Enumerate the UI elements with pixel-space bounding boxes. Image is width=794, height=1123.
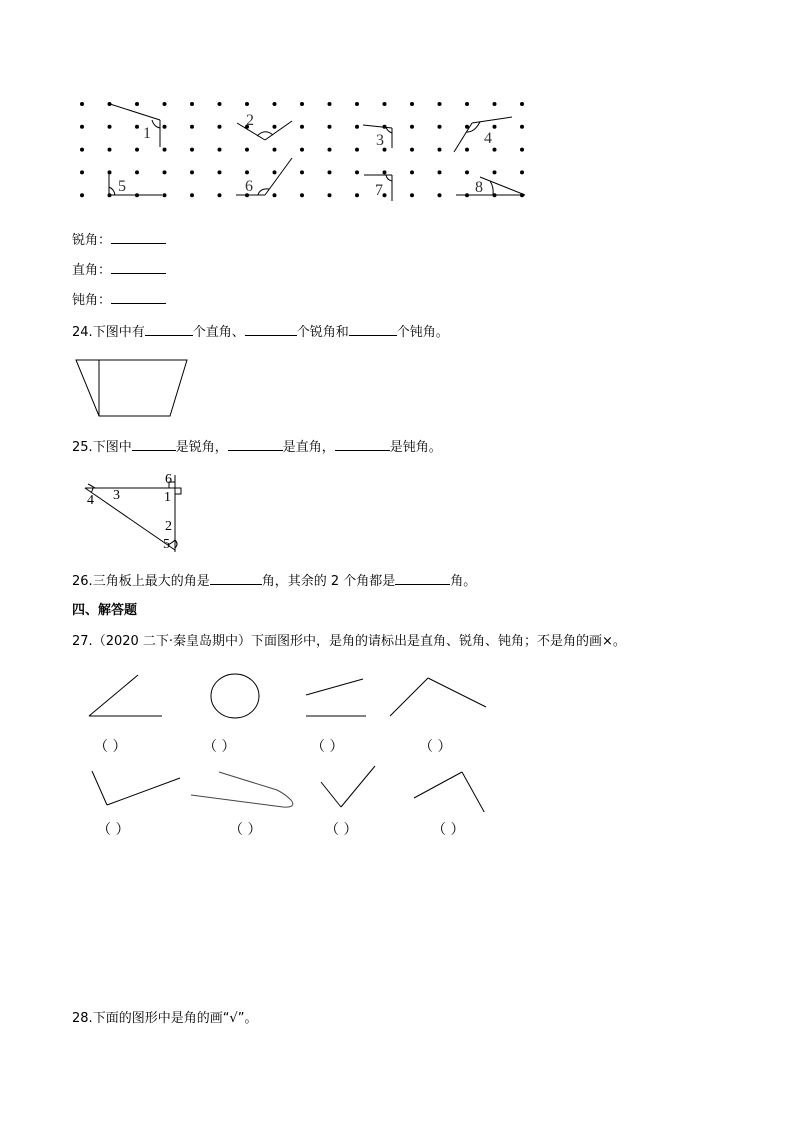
grid-dot <box>355 102 359 106</box>
grid-dot <box>218 125 222 129</box>
grid-dot <box>273 193 277 197</box>
angle-5 <box>109 173 162 195</box>
answer-blank[interactable] <box>145 323 193 336</box>
grid-dot <box>108 148 112 152</box>
grid-dot <box>245 148 249 152</box>
answer-blank[interactable] <box>111 261 166 274</box>
grid-dot <box>438 125 442 129</box>
angle-label-7: 7 <box>375 182 383 199</box>
row-label: 锐角： <box>72 233 112 248</box>
grid-dot <box>410 148 414 152</box>
grid-dot <box>383 102 387 106</box>
grid-dot <box>273 148 277 152</box>
grid-dot <box>190 125 194 129</box>
grid-dot <box>328 170 332 174</box>
question-26 <box>72 572 476 590</box>
question-text: 角，其余的 2 个角都是 <box>261 574 396 589</box>
grid-dot <box>465 102 469 106</box>
grid-dot <box>300 148 304 152</box>
grid-dot <box>245 170 249 174</box>
grid-dot <box>493 125 497 129</box>
grid-dot <box>80 193 84 197</box>
grid-dot <box>438 193 442 197</box>
grid-dot <box>300 125 304 129</box>
grid-dot <box>493 148 497 152</box>
grid-dot <box>273 170 277 174</box>
grid-dot <box>190 102 194 106</box>
grid-dot <box>383 193 387 197</box>
question-text: 个钝角。 <box>396 325 449 340</box>
answer-parenthesis[interactable]: （ ） <box>97 822 130 838</box>
figure-label: 3 <box>113 488 120 503</box>
angle-label-6: 6 <box>245 178 253 195</box>
answer-blank[interactable] <box>228 438 283 451</box>
grid-dot <box>520 125 524 129</box>
grid-dot <box>438 148 442 152</box>
answer-row-right <box>72 261 166 279</box>
grid-dot <box>355 193 359 197</box>
question-28 <box>72 1011 257 1027</box>
answer-blank[interactable] <box>245 323 297 336</box>
answer-blank[interactable] <box>132 438 176 451</box>
grid-dot <box>328 102 332 106</box>
question-number: 26. <box>72 574 93 589</box>
grid-dot <box>190 170 194 174</box>
grid-dot <box>218 193 222 197</box>
grid-dot <box>163 125 167 129</box>
answer-row-acute <box>72 231 166 249</box>
grid-dot <box>328 193 332 197</box>
answer-blank[interactable] <box>349 323 397 336</box>
grid-dot <box>383 170 387 174</box>
grid-dot <box>80 170 84 174</box>
grid-dot <box>163 170 167 174</box>
answer-blank[interactable] <box>395 572 450 585</box>
question-text: 下面的图形中是角的画“√”。 <box>92 1011 258 1026</box>
answer-blank[interactable] <box>111 231 166 244</box>
grid-dot <box>328 148 332 152</box>
grid-dot <box>410 170 414 174</box>
angle-label-8: 8 <box>475 179 483 196</box>
grid-dot <box>80 148 84 152</box>
figures-row-2 <box>85 762 495 812</box>
grid-dot <box>410 193 414 197</box>
trapezoid-figure <box>70 352 200 422</box>
question-text: 是锐角， <box>175 440 228 455</box>
grid-dots <box>80 102 524 197</box>
grid-dot <box>355 148 359 152</box>
question-text: 个直角、 <box>192 325 245 340</box>
grid-dot <box>163 193 167 197</box>
angle-label-5: 5 <box>118 178 126 195</box>
question-text: 下图中 <box>92 440 132 455</box>
figure-label: 2 <box>165 519 172 534</box>
figures-row-1 <box>80 665 500 725</box>
question-text: 是直角， <box>282 440 335 455</box>
angle-label-1: 1 <box>143 125 151 142</box>
answer-parenthesis[interactable]: （ ） <box>203 739 236 755</box>
grid-dot <box>163 148 167 152</box>
answer-parenthesis[interactable]: （ ） <box>229 822 262 838</box>
grid-dot <box>465 148 469 152</box>
question-number: 27. <box>72 634 93 649</box>
grid-dot <box>273 102 277 106</box>
grid-dot <box>355 125 359 129</box>
grid-dot <box>135 125 139 129</box>
question-text: 是钝角。 <box>389 440 442 455</box>
grid-dot <box>190 193 194 197</box>
grid-dot <box>520 170 524 174</box>
grid-dot <box>135 170 139 174</box>
grid-dot <box>80 102 84 106</box>
question-text: 三角板上最大的角是 <box>92 574 210 589</box>
angle-label-4: 4 <box>484 130 492 147</box>
question-number: 28. <box>72 1011 93 1026</box>
question-number: 24. <box>72 325 93 340</box>
grid-dot <box>493 170 497 174</box>
angle-8 <box>456 177 525 195</box>
answer-parenthesis[interactable]: （ ） <box>419 739 452 755</box>
question-text: 角。 <box>450 574 477 589</box>
answer-blank[interactable] <box>335 438 390 451</box>
triangle-angles-figure <box>80 470 190 555</box>
section-heading: 四、解答题 <box>72 603 138 618</box>
grid-dot <box>300 193 304 197</box>
answer-parenthesis[interactable]: （ ） <box>94 739 127 755</box>
angle-label-3: 3 <box>376 132 384 149</box>
grid-dot <box>410 102 414 106</box>
figure-label: 6 <box>165 472 172 487</box>
grid-dot <box>438 170 442 174</box>
answer-blank[interactable] <box>210 572 262 585</box>
question-text: （2020 二下·秦皇岛期中）下面图形中，是角的请标出是直角、锐角、钝角；不是角的画×。 <box>92 634 626 649</box>
question-27 <box>72 634 626 650</box>
grid-dot <box>300 102 304 106</box>
answer-blank[interactable] <box>111 291 166 304</box>
grid-dot <box>438 102 442 106</box>
angle-4 <box>454 117 512 152</box>
grid-dot <box>300 170 304 174</box>
grid-dot <box>135 148 139 152</box>
angle-label-2: 2 <box>246 112 254 129</box>
grid-dot <box>108 125 112 129</box>
grid-dot <box>355 170 359 174</box>
question-25 <box>72 438 442 456</box>
answer-parenthesis[interactable]: （ ） <box>432 822 465 838</box>
grid-dot <box>218 102 222 106</box>
grid-dot <box>218 148 222 152</box>
grid-dot <box>410 125 414 129</box>
question-24 <box>72 323 449 341</box>
grid-dot <box>135 102 139 106</box>
grid-dot <box>520 102 524 106</box>
answer-parenthesis[interactable]: （ ） <box>325 822 358 838</box>
angle-1 <box>110 104 160 147</box>
answer-row-obtuse <box>72 291 166 309</box>
grid-dot <box>273 125 277 129</box>
grid-dot <box>520 148 524 152</box>
row-label: 直角： <box>72 263 112 278</box>
grid-dot <box>328 125 332 129</box>
question-text: 下图中有 <box>92 325 145 340</box>
grid-dot <box>163 102 167 106</box>
answer-parenthesis[interactable]: （ ） <box>311 739 344 755</box>
grid-dot <box>80 125 84 129</box>
figure-label: 5 <box>163 537 170 552</box>
figure-label: 4 <box>87 493 94 508</box>
dot-grid-figure <box>70 95 560 220</box>
grid-dot <box>245 102 249 106</box>
question-number: 25. <box>72 440 93 455</box>
grid-dot <box>493 102 497 106</box>
grid-dot <box>190 148 194 152</box>
grid-dot <box>465 170 469 174</box>
grid-dot <box>218 170 222 174</box>
row-label: 钝角： <box>72 293 112 308</box>
question-text: 个锐角和 <box>296 325 349 340</box>
figure-label: 1 <box>164 490 171 505</box>
